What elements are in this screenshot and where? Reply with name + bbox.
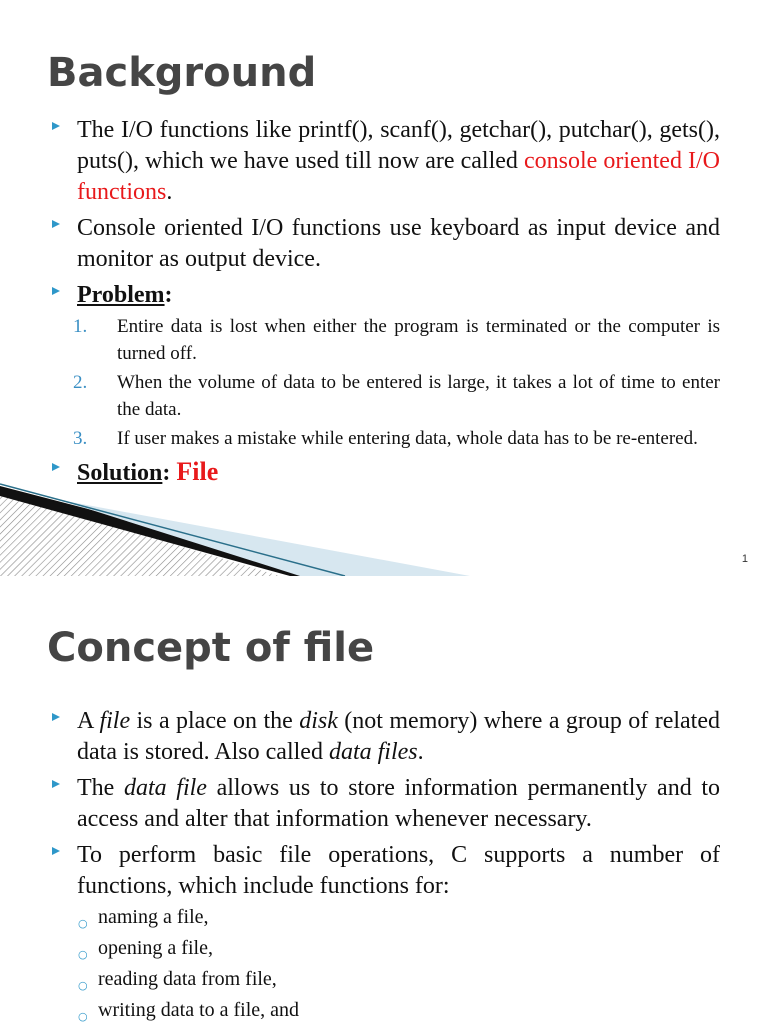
problem-label: Problem bbox=[77, 282, 165, 308]
bullet-arrow-icon bbox=[52, 220, 60, 228]
operations-list bbox=[48, 902, 720, 1024]
bullet-solution: Solution: File bbox=[48, 456, 720, 489]
list-item: 3. If user makes a mistake while entering data, whole data has to be re-entered. bbox=[73, 428, 698, 449]
slide-body bbox=[48, 706, 720, 1024]
list-item: ○ opening a file, bbox=[48, 933, 720, 964]
bullet-io-functions: The I/O functions like printf(), scanf(), getchar(), putchar(), gets(), puts(), which we have used till now are called console oriented I/O functions. bbox=[48, 115, 720, 208]
list-item: ○ writing data to a file, and bbox=[48, 995, 720, 1024]
list-item: ○ naming a file, bbox=[48, 902, 720, 933]
bullet-arrow-icon bbox=[52, 122, 60, 130]
circle-bullet-icon: ○ bbox=[78, 1010, 88, 1023]
bullet-problem: Problem: bbox=[48, 280, 720, 311]
bullet-file-operations: To perform basic file operations, C supports a number of functions, which include functions for: bbox=[48, 840, 720, 902]
circle-bullet-icon: ○ bbox=[78, 948, 88, 961]
bullet-arrow-icon bbox=[52, 713, 60, 721]
list-item: ○ reading data from file, bbox=[48, 964, 720, 995]
bullet-file-definition: A file is a place on the disk (not memory) where a group of related data is stored. Also called data files. bbox=[48, 706, 720, 768]
corner-decoration bbox=[0, 470, 470, 576]
problem-list bbox=[48, 313, 720, 452]
solution-value: File bbox=[176, 457, 219, 486]
slide-title: Background bbox=[47, 50, 317, 96]
slide-concept-of-file bbox=[0, 576, 768, 1024]
slide-body bbox=[48, 115, 720, 494]
circle-bullet-icon: ○ bbox=[78, 979, 88, 992]
bullet-data-file: The data file allows us to store information permanently and to access and alter that information whenever necessary. bbox=[48, 773, 720, 835]
bullet-arrow-icon bbox=[52, 287, 60, 295]
slide-title: Concept of file bbox=[47, 625, 375, 671]
page-number: 1 bbox=[741, 553, 748, 565]
list-item: 1. Entire data is lost when either the program is terminated or the computer is turned off. bbox=[73, 316, 720, 364]
bullet-console-devices: Console oriented I/O functions use keyboard as input device and monitor as output device. bbox=[48, 213, 720, 275]
circle-bullet-icon: ○ bbox=[78, 917, 88, 930]
solution-label: Solution bbox=[77, 460, 163, 486]
bullet-arrow-icon bbox=[52, 847, 60, 855]
bullet-arrow-icon bbox=[52, 780, 60, 788]
list-item: 2. When the volume of data to be entered is large, it takes a lot of time to enter the data. bbox=[73, 372, 720, 420]
highlight-text: console oriented I/O functions bbox=[77, 148, 721, 205]
